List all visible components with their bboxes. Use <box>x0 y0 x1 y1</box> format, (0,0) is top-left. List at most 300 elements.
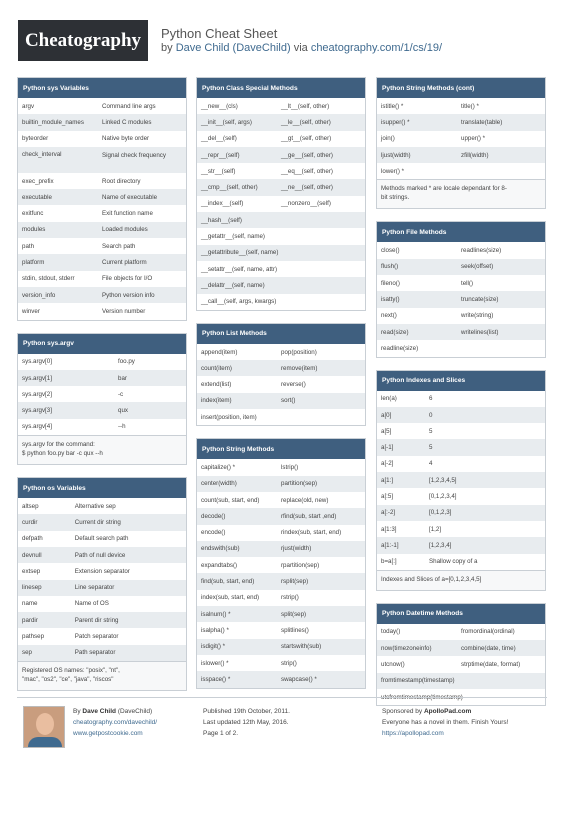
table-row <box>18 596 186 612</box>
footer-sponsor-line <box>382 706 508 717</box>
table-row <box>197 393 365 409</box>
card-title: Python File Methods <box>377 222 545 242</box>
table-row <box>197 98 365 114</box>
cell-left: find(sub, start, end) <box>201 578 255 586</box>
cell-right: rfind(sub, start ,end) <box>281 512 337 520</box>
cell-value: Native byte order <box>102 135 150 143</box>
cell-left: append(item) <box>201 348 238 356</box>
cell-key: sys.argv[4] <box>22 423 52 431</box>
table-row <box>377 456 545 472</box>
cell-key: executable <box>22 193 52 201</box>
table-row <box>377 163 545 179</box>
cell-full: __setattr__(self, name, attr) <box>201 265 278 273</box>
card-title: Python sys Variables <box>18 78 186 98</box>
card-note <box>18 661 186 690</box>
cell-right: sort() <box>281 397 296 405</box>
card-os-variables <box>17 477 187 691</box>
cell-left: next() <box>381 312 397 320</box>
table-row <box>18 271 186 287</box>
table-row <box>377 324 545 340</box>
cheatography-logo[interactable]: Cheatography <box>18 20 148 61</box>
footer-profile-link[interactable]: cheatography.com/davechild/ <box>73 719 158 726</box>
table-row <box>197 606 365 622</box>
cell-value: foo.py <box>118 358 135 366</box>
card-indexes-slices <box>376 370 546 591</box>
cell-key: sys.argv[1] <box>22 374 52 382</box>
cell-full: insert(position, item) <box>201 413 257 421</box>
table-row <box>197 557 365 573</box>
table-row <box>18 303 186 319</box>
column-2 <box>196 77 366 701</box>
cell-left: index(item) <box>201 397 232 405</box>
cell-full: utcfromtimestamp(timestamp) <box>381 693 463 701</box>
table-row <box>197 147 365 163</box>
card-body <box>18 354 186 435</box>
cell-right: title() * <box>461 102 479 110</box>
cell-left: close() <box>381 247 400 255</box>
cell-full: __delattr__(self, name) <box>201 281 265 289</box>
cell-key: a[1:-1] <box>381 541 399 549</box>
table-row <box>18 531 186 547</box>
cell-key: a[:5] <box>381 492 394 500</box>
footer-page: Page 1 of 2. <box>203 730 239 737</box>
cell-key: platform <box>22 259 45 267</box>
table-row <box>377 537 545 553</box>
cell-value: 5 <box>429 427 433 435</box>
table-row <box>377 131 545 147</box>
table-row <box>377 291 545 307</box>
byline-by: by <box>161 42 173 54</box>
cell-right: pop(position) <box>281 348 317 356</box>
table-row <box>18 580 186 596</box>
cell-key: b=a[:] <box>381 558 397 566</box>
cell-right: __nonzero__(self) <box>281 200 331 208</box>
table-row <box>18 98 186 114</box>
note-line: Indexes and Slices of a=[0,1,2,3,4,5] <box>381 575 482 583</box>
cell-key: len(a) <box>381 395 397 403</box>
cell-value: 5 <box>429 444 433 452</box>
cell-value: -c <box>118 390 124 398</box>
cell-right: reverse() <box>281 381 306 389</box>
footer-site-link[interactable]: www.getpostcookie.com <box>73 730 143 737</box>
cell-left: isupper() * <box>381 118 410 126</box>
table-row <box>197 409 365 425</box>
cell-value: [1,2,3,4,5] <box>429 476 457 484</box>
cell-key: builtin_module_names <box>22 118 84 126</box>
table-row <box>197 212 365 228</box>
cell-value: Python version info <box>102 291 155 299</box>
cell-key: version_info <box>22 291 56 299</box>
cell-left: __new__(cls) <box>201 102 238 110</box>
cell-value: bar <box>118 374 127 382</box>
cell-right: splitlines() <box>281 626 309 634</box>
table-row <box>377 391 545 407</box>
sheet-url-link[interactable]: cheatography.com/1/cs/19/ <box>310 42 443 54</box>
footer-author-block <box>73 706 157 739</box>
cell-value: Name of OS <box>74 600 109 608</box>
note-line: Methods marked * are locale dependant for 8- <box>381 185 507 193</box>
card-note <box>18 435 186 464</box>
card-title: Python String Methods <box>197 439 365 459</box>
table-row <box>18 205 186 221</box>
cell-left: ljust(width) <box>381 151 411 159</box>
cell-left: __init__(self, args) <box>201 118 252 126</box>
cell-right: rjust(width) <box>281 545 312 553</box>
table-row <box>377 554 545 570</box>
cell-right: __ne__(self, other) <box>281 184 333 192</box>
table-row <box>197 196 365 212</box>
cell-key: winver <box>22 307 40 315</box>
footer <box>17 697 547 757</box>
cell-left: isatty() <box>381 296 400 304</box>
cell-key: linesep <box>22 584 42 592</box>
table-row <box>197 163 365 179</box>
cell-left: __del__(self) <box>201 135 237 143</box>
cell-value: Shallow copy of a <box>429 558 478 566</box>
cell-right: strip() <box>281 659 297 667</box>
cell-value: [1,2] <box>429 525 442 533</box>
cell-right: writelines(list) <box>461 328 499 336</box>
cell-right: __gt__(self, other) <box>281 135 332 143</box>
footer-author-name[interactable]: Dave Child <box>82 708 116 715</box>
card-note <box>377 570 545 590</box>
card-body <box>377 242 545 356</box>
cell-right: combine(date, time) <box>461 644 516 652</box>
cell-key: pardir <box>22 616 38 624</box>
table-row <box>18 628 186 644</box>
cell-key: sys.argv[0] <box>22 358 52 366</box>
cell-value: Extension separator <box>74 567 130 575</box>
cell-key: altsep <box>22 502 39 510</box>
table-row <box>197 655 365 671</box>
table-row <box>18 386 186 402</box>
cell-right: zfill(width) <box>461 151 489 159</box>
cell-full: __call__(self, args, kwargs) <box>201 298 277 306</box>
cell-key: name <box>22 600 38 608</box>
note-line: sys.argv for the command: <box>22 441 95 449</box>
table-row <box>197 376 365 392</box>
table-row <box>377 488 545 504</box>
cell-key: devnull <box>22 551 42 559</box>
table-row <box>197 277 365 293</box>
cell-value: Path of null device <box>74 551 126 559</box>
cell-left: isalpha() * <box>201 626 229 634</box>
cell-key: check_interval <box>22 150 62 158</box>
cell-key: byteorder <box>22 135 49 143</box>
cell-key: exitfunc <box>22 210 44 218</box>
cell-value: 6 <box>429 395 433 403</box>
cell-value: Exit function name <box>102 210 153 218</box>
cell-right: split(sep) <box>281 610 307 618</box>
table-row <box>377 472 545 488</box>
table-row <box>197 541 365 557</box>
table-row <box>377 308 545 324</box>
cell-value: Loaded modules <box>102 226 148 234</box>
cell-full: fromtimestamp(timestamp) <box>381 677 455 685</box>
cell-value: Signal check frequency <box>102 151 166 159</box>
card-sys-variables <box>17 77 187 321</box>
table-row <box>18 131 186 147</box>
table-row <box>197 671 365 687</box>
table-row <box>18 563 186 579</box>
column-3 <box>376 77 546 718</box>
table-row <box>377 147 545 163</box>
cell-value: Current dir string <box>74 518 121 526</box>
card-body <box>377 98 545 179</box>
footer-sponsor-link[interactable]: https://apollopad.com <box>382 730 444 737</box>
cell-right: __eq__(self, other) <box>281 167 333 175</box>
cell-value: qux <box>118 407 128 415</box>
table-row <box>197 114 365 130</box>
cell-right: __le__(self, other) <box>281 118 331 126</box>
table-row <box>377 98 545 114</box>
cell-full: __hash__(self) <box>201 216 242 224</box>
table-row <box>18 222 186 238</box>
cell-key: exec_prefix <box>22 177 54 185</box>
card-body <box>377 624 545 705</box>
table-row <box>18 189 186 205</box>
card-body <box>197 98 365 310</box>
cell-right: truncate(size) <box>461 296 499 304</box>
cell-key: path <box>22 242 35 250</box>
table-row <box>377 275 545 291</box>
table-row <box>18 612 186 628</box>
table-row <box>377 259 545 275</box>
cell-right: __ge__(self, other) <box>281 151 333 159</box>
cell-right: rstrip() <box>281 594 299 602</box>
table-row <box>18 254 186 270</box>
cell-left: decode() <box>201 512 226 520</box>
table-row <box>377 114 545 130</box>
cell-key: sys.argv[3] <box>22 407 52 415</box>
cell-left: lower() * <box>381 167 405 175</box>
cell-value: [0,1,2,3,4] <box>429 492 457 500</box>
card-title: Python Indexes and Slices <box>377 371 545 391</box>
cell-key: modules <box>22 226 46 234</box>
table-row <box>18 514 186 530</box>
cell-left: flush() <box>381 263 399 271</box>
byline-via: via <box>293 42 308 54</box>
table-row <box>18 370 186 386</box>
table-row <box>377 521 545 537</box>
table-row <box>377 505 545 521</box>
cell-value: --h <box>118 423 126 431</box>
table-row <box>377 624 545 640</box>
avatar-shoulders <box>28 737 62 748</box>
card-title: Python Datetime Methods <box>377 604 545 624</box>
note-line: bit strings. <box>381 194 410 202</box>
cell-key: argv <box>22 102 35 110</box>
table-row <box>18 287 186 303</box>
table-row <box>197 573 365 589</box>
cell-key: a[5] <box>381 427 392 435</box>
cell-left: __cmp__(self, other) <box>201 184 258 192</box>
cell-right: readlines(size) <box>461 247 502 255</box>
footer-sponsor-name[interactable]: ApolloPad.com <box>423 708 472 715</box>
cell-full: __getattr__(self, name) <box>201 233 265 241</box>
cell-value: Root directory <box>102 177 141 185</box>
cell-right: translate(table) <box>461 118 503 126</box>
cell-key: a[1:] <box>381 476 394 484</box>
card-file-methods <box>376 221 546 357</box>
cell-left: join() <box>381 135 395 143</box>
table-row <box>197 590 365 606</box>
card-body <box>18 498 186 661</box>
table-row <box>197 261 365 277</box>
cell-left: center(width) <box>201 480 237 488</box>
table-row <box>197 344 365 360</box>
card-body <box>197 459 365 687</box>
cell-left: __repr__(self) <box>201 151 240 159</box>
card-title: Python os Variables <box>18 478 186 498</box>
cell-left: now(timezoneinfo) <box>381 644 432 652</box>
cell-value: 0 <box>429 411 433 419</box>
cell-key: sys.argv[2] <box>22 390 52 398</box>
cell-left: __str__(self) <box>201 167 236 175</box>
cell-left: isdigit() * <box>201 643 226 651</box>
footer-sponsor-block <box>382 706 508 739</box>
note-line: $ python foo.py bar -c qux --h <box>22 450 103 458</box>
cell-value: File objects for I/O <box>102 275 153 283</box>
cell-left: count(item) <box>201 364 232 372</box>
footer-publish-block <box>203 706 290 739</box>
author-link[interactable]: Dave Child (DaveChild) <box>175 42 291 54</box>
cell-key: extsep <box>22 567 41 575</box>
column-1 <box>17 77 187 703</box>
cell-value: Search path <box>102 242 136 250</box>
cell-left: fileno() <box>381 279 400 287</box>
cell-left: islower() * <box>201 659 229 667</box>
cell-left: extend(list) <box>201 381 232 389</box>
note-line: "mac", "os2", "ce", "java", "riscos" <box>22 676 114 684</box>
cell-right: rindex(sub, start, end) <box>281 529 342 537</box>
cell-left: isalnum() * <box>201 610 231 618</box>
table-row <box>377 407 545 423</box>
table-row <box>197 228 365 244</box>
cell-left: count(sub, start, end) <box>201 496 260 504</box>
table-row <box>18 402 186 418</box>
table-row <box>197 294 365 310</box>
table-row <box>18 498 186 514</box>
card-title: Python List Methods <box>197 324 365 344</box>
table-row <box>377 340 545 356</box>
cell-left: endswith(sub) <box>201 545 240 553</box>
cell-left: __index__(self) <box>201 200 244 208</box>
card-title: Python sys.argv <box>18 334 186 354</box>
card-body <box>18 98 186 320</box>
table-row <box>197 525 365 541</box>
cell-value: Linked C modules <box>102 118 152 126</box>
table-row <box>197 476 365 492</box>
table-row <box>197 360 365 376</box>
cell-right: tell() <box>461 279 474 287</box>
cell-key: a[0] <box>381 411 392 419</box>
table-row <box>377 640 545 656</box>
cell-value: [1,2,3,4] <box>429 541 452 549</box>
page-title: Python Cheat Sheet <box>161 26 278 41</box>
table-row <box>18 147 186 173</box>
cell-key: a[1:3] <box>381 525 397 533</box>
table-row <box>197 622 365 638</box>
cell-right: write(string) <box>461 312 494 320</box>
cell-right: rsplit(sep) <box>281 578 309 586</box>
cell-right: __lt__(self, other) <box>281 102 330 110</box>
table-row <box>377 423 545 439</box>
card-note <box>377 179 545 208</box>
card-title: Python String Methods (cont) <box>377 78 545 98</box>
cell-key: a[-2] <box>381 460 394 468</box>
table-row <box>377 656 545 672</box>
card-body <box>197 344 365 425</box>
table-row <box>18 354 186 370</box>
table-row <box>377 242 545 258</box>
table-row <box>18 238 186 254</box>
table-row <box>18 419 186 435</box>
table-row <box>18 645 186 661</box>
cell-value: Current platform <box>102 259 147 267</box>
cell-value: Default search path <box>74 535 129 543</box>
avatar <box>23 706 65 748</box>
card-title: Python Class Special Methods <box>197 78 365 98</box>
cell-value: Alternative sep <box>74 502 116 510</box>
table-row <box>197 492 365 508</box>
footer-sponsor-text: Everyone has a novel in them. Finish Yours! <box>382 719 509 726</box>
table-row <box>377 439 545 455</box>
card-string-methods-cont <box>376 77 546 209</box>
cell-right: upper() * <box>461 135 486 143</box>
cell-left: utcnow() <box>381 661 405 669</box>
table-row <box>18 547 186 563</box>
cell-right: replace(old, new) <box>281 496 329 504</box>
cell-key: a[:-2] <box>381 509 396 517</box>
cell-value: Path separator <box>74 649 116 657</box>
cell-right: strptime(date, format) <box>461 661 521 669</box>
cell-value: Line separator <box>74 584 115 592</box>
cell-value: Command line args <box>102 102 156 110</box>
cell-left: capitalize() * <box>201 463 236 471</box>
table-row <box>197 508 365 524</box>
cell-right: remove(item) <box>281 364 318 372</box>
cell-left: today() <box>381 628 401 636</box>
table-row <box>197 179 365 195</box>
cell-key: pathsep <box>22 633 45 641</box>
cell-right: rpartition(sep) <box>281 561 320 569</box>
card-sys-argv <box>17 333 187 465</box>
cell-key: sep <box>22 649 32 657</box>
cell-left: readline(size) <box>381 344 419 352</box>
cell-right: seek(offset) <box>461 263 494 271</box>
table-row <box>377 673 545 689</box>
footer-sponsored-by: Sponsored by <box>382 708 423 715</box>
cell-full: __getattribute__(self, name) <box>201 249 279 257</box>
byline <box>161 42 442 54</box>
cell-key: curdir <box>22 518 38 526</box>
footer-by: By <box>73 708 81 715</box>
cell-right: partition(sep) <box>281 480 318 488</box>
cell-key: defpath <box>22 535 43 543</box>
card-datetime-methods <box>376 603 546 706</box>
table-row <box>18 173 186 189</box>
cell-left: expandtabs() <box>201 561 238 569</box>
cell-right: fromordinal(ordinal) <box>461 628 515 636</box>
cell-key: a[-1] <box>381 444 394 452</box>
table-row <box>197 459 365 475</box>
cell-left: encode() <box>201 529 226 537</box>
cell-right: swapcase() * <box>281 675 317 683</box>
card-list-methods <box>196 323 366 426</box>
footer-author-handle: (DaveChild) <box>117 708 153 715</box>
cell-value: Name of executable <box>102 193 158 201</box>
